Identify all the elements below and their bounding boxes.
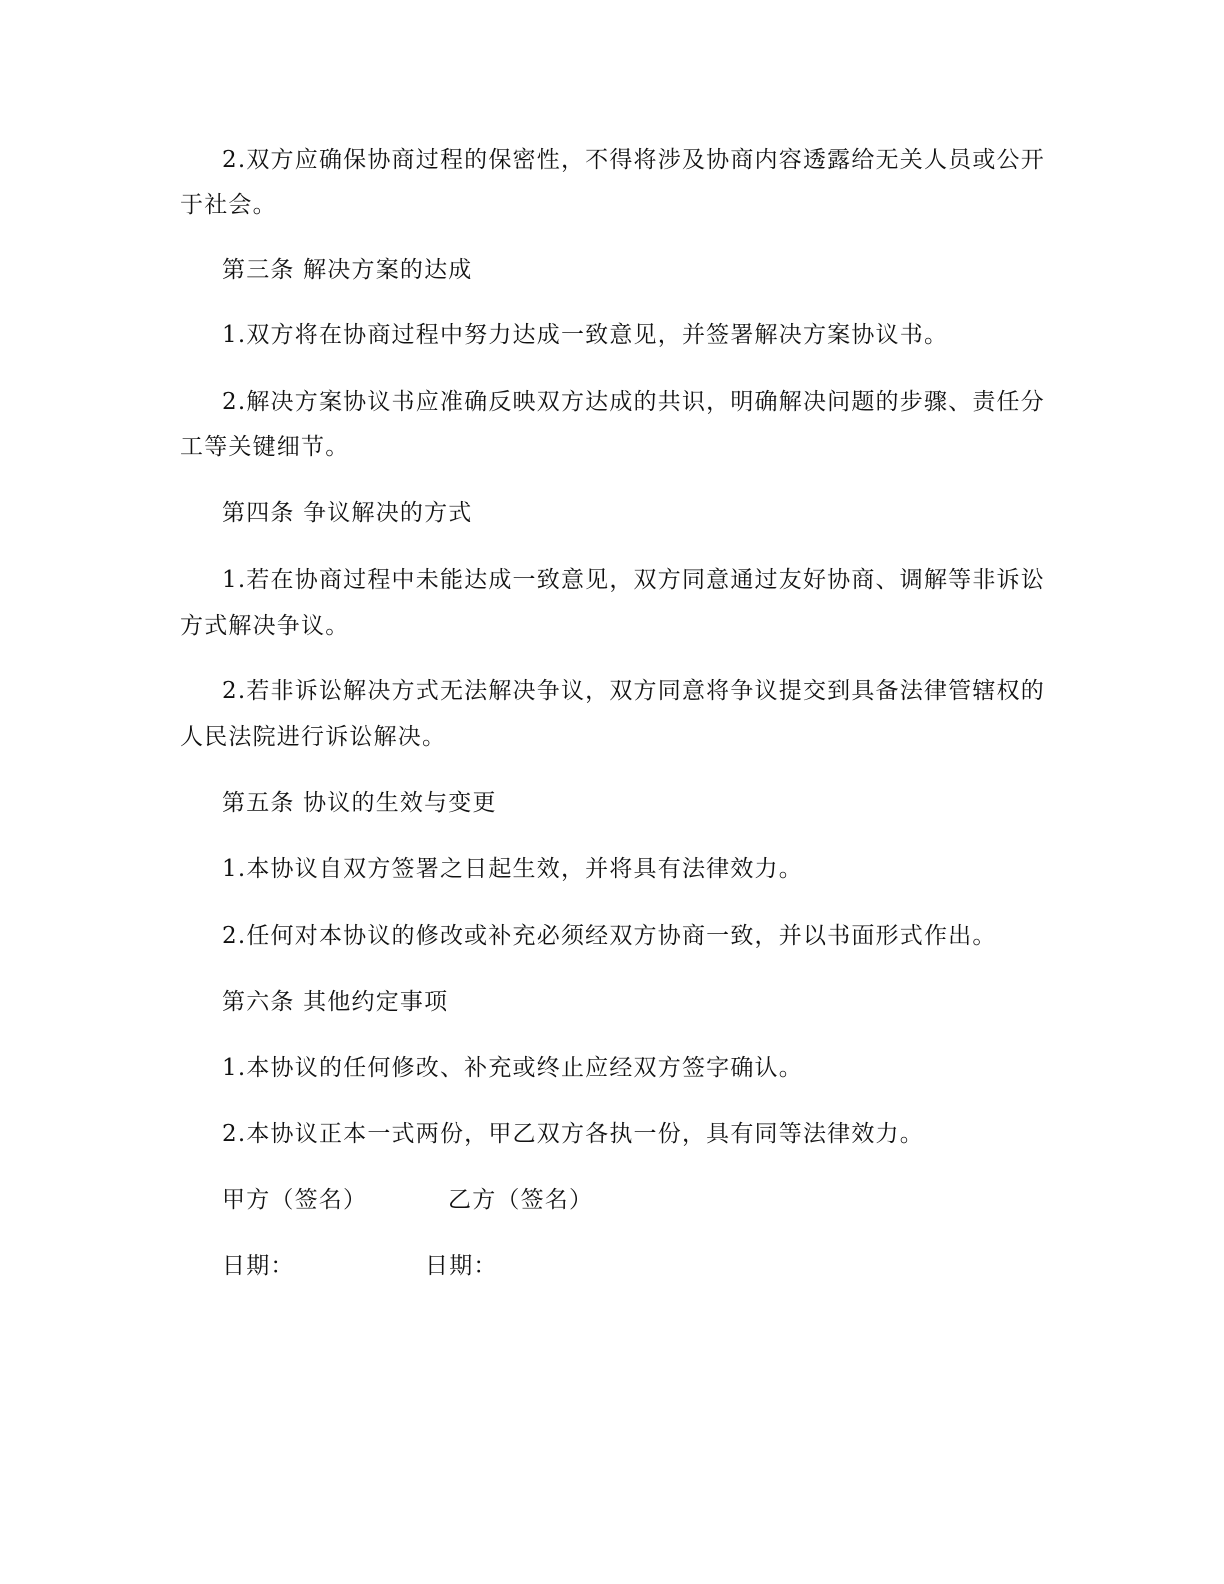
paragraph-line: 人民法院进行诉讼解决。: [180, 724, 447, 750]
party-a-date-label: 日期：: [222, 1253, 295, 1279]
paragraph-line: 2.若非诉讼解决方式无法解决争议，双方同意将争议提交到具备法律管辖权的: [222, 678, 1045, 704]
paragraph-line: 1.双方将在协商过程中努力达成一致意见，并签署解决方案协议书。: [222, 322, 949, 348]
section-heading-4: 第四条 争议解决的方式: [222, 500, 473, 526]
party-b-signature-label: 乙方（签名）: [448, 1187, 594, 1213]
paragraph-line: 2.任何对本协议的修改或补充必须经双方协商一致，并以书面形式作出。: [222, 923, 997, 949]
paragraph-line: 1.若在协商过程中未能达成一致意见，双方同意通过友好协商、调解等非诉讼: [222, 567, 1045, 593]
section-heading-6: 第六条 其他约定事项: [222, 989, 449, 1015]
paragraph-line: 2.解决方案协议书应准确反映双方达成的共识，明确解决问题的步骤、责任分: [222, 389, 1045, 415]
paragraph-line: 1.本协议自双方签署之日起生效，并将具有法律效力。: [222, 856, 803, 882]
section-heading-5: 第五条 协议的生效与变更: [222, 790, 497, 816]
paragraph-line: 工等关键细节。: [180, 434, 350, 460]
paragraph-line: 1.本协议的任何修改、补充或终止应经双方签字确认。: [222, 1055, 803, 1081]
paragraph-line: 2.双方应确保协商过程的保密性，不得将涉及协商内容透露给无关人员或公开: [222, 147, 1045, 173]
party-a-signature-label: 甲方（签名）: [222, 1187, 368, 1213]
party-b-date-label: 日期：: [425, 1253, 498, 1279]
paragraph-line: 于社会。: [180, 192, 277, 218]
paragraph-line: 2.本协议正本一式两份，甲乙双方各执一份，具有同等法律效力。: [222, 1121, 924, 1147]
section-heading-3: 第三条 解决方案的达成: [222, 257, 473, 283]
paragraph-line: 方式解决争议。: [180, 613, 350, 639]
